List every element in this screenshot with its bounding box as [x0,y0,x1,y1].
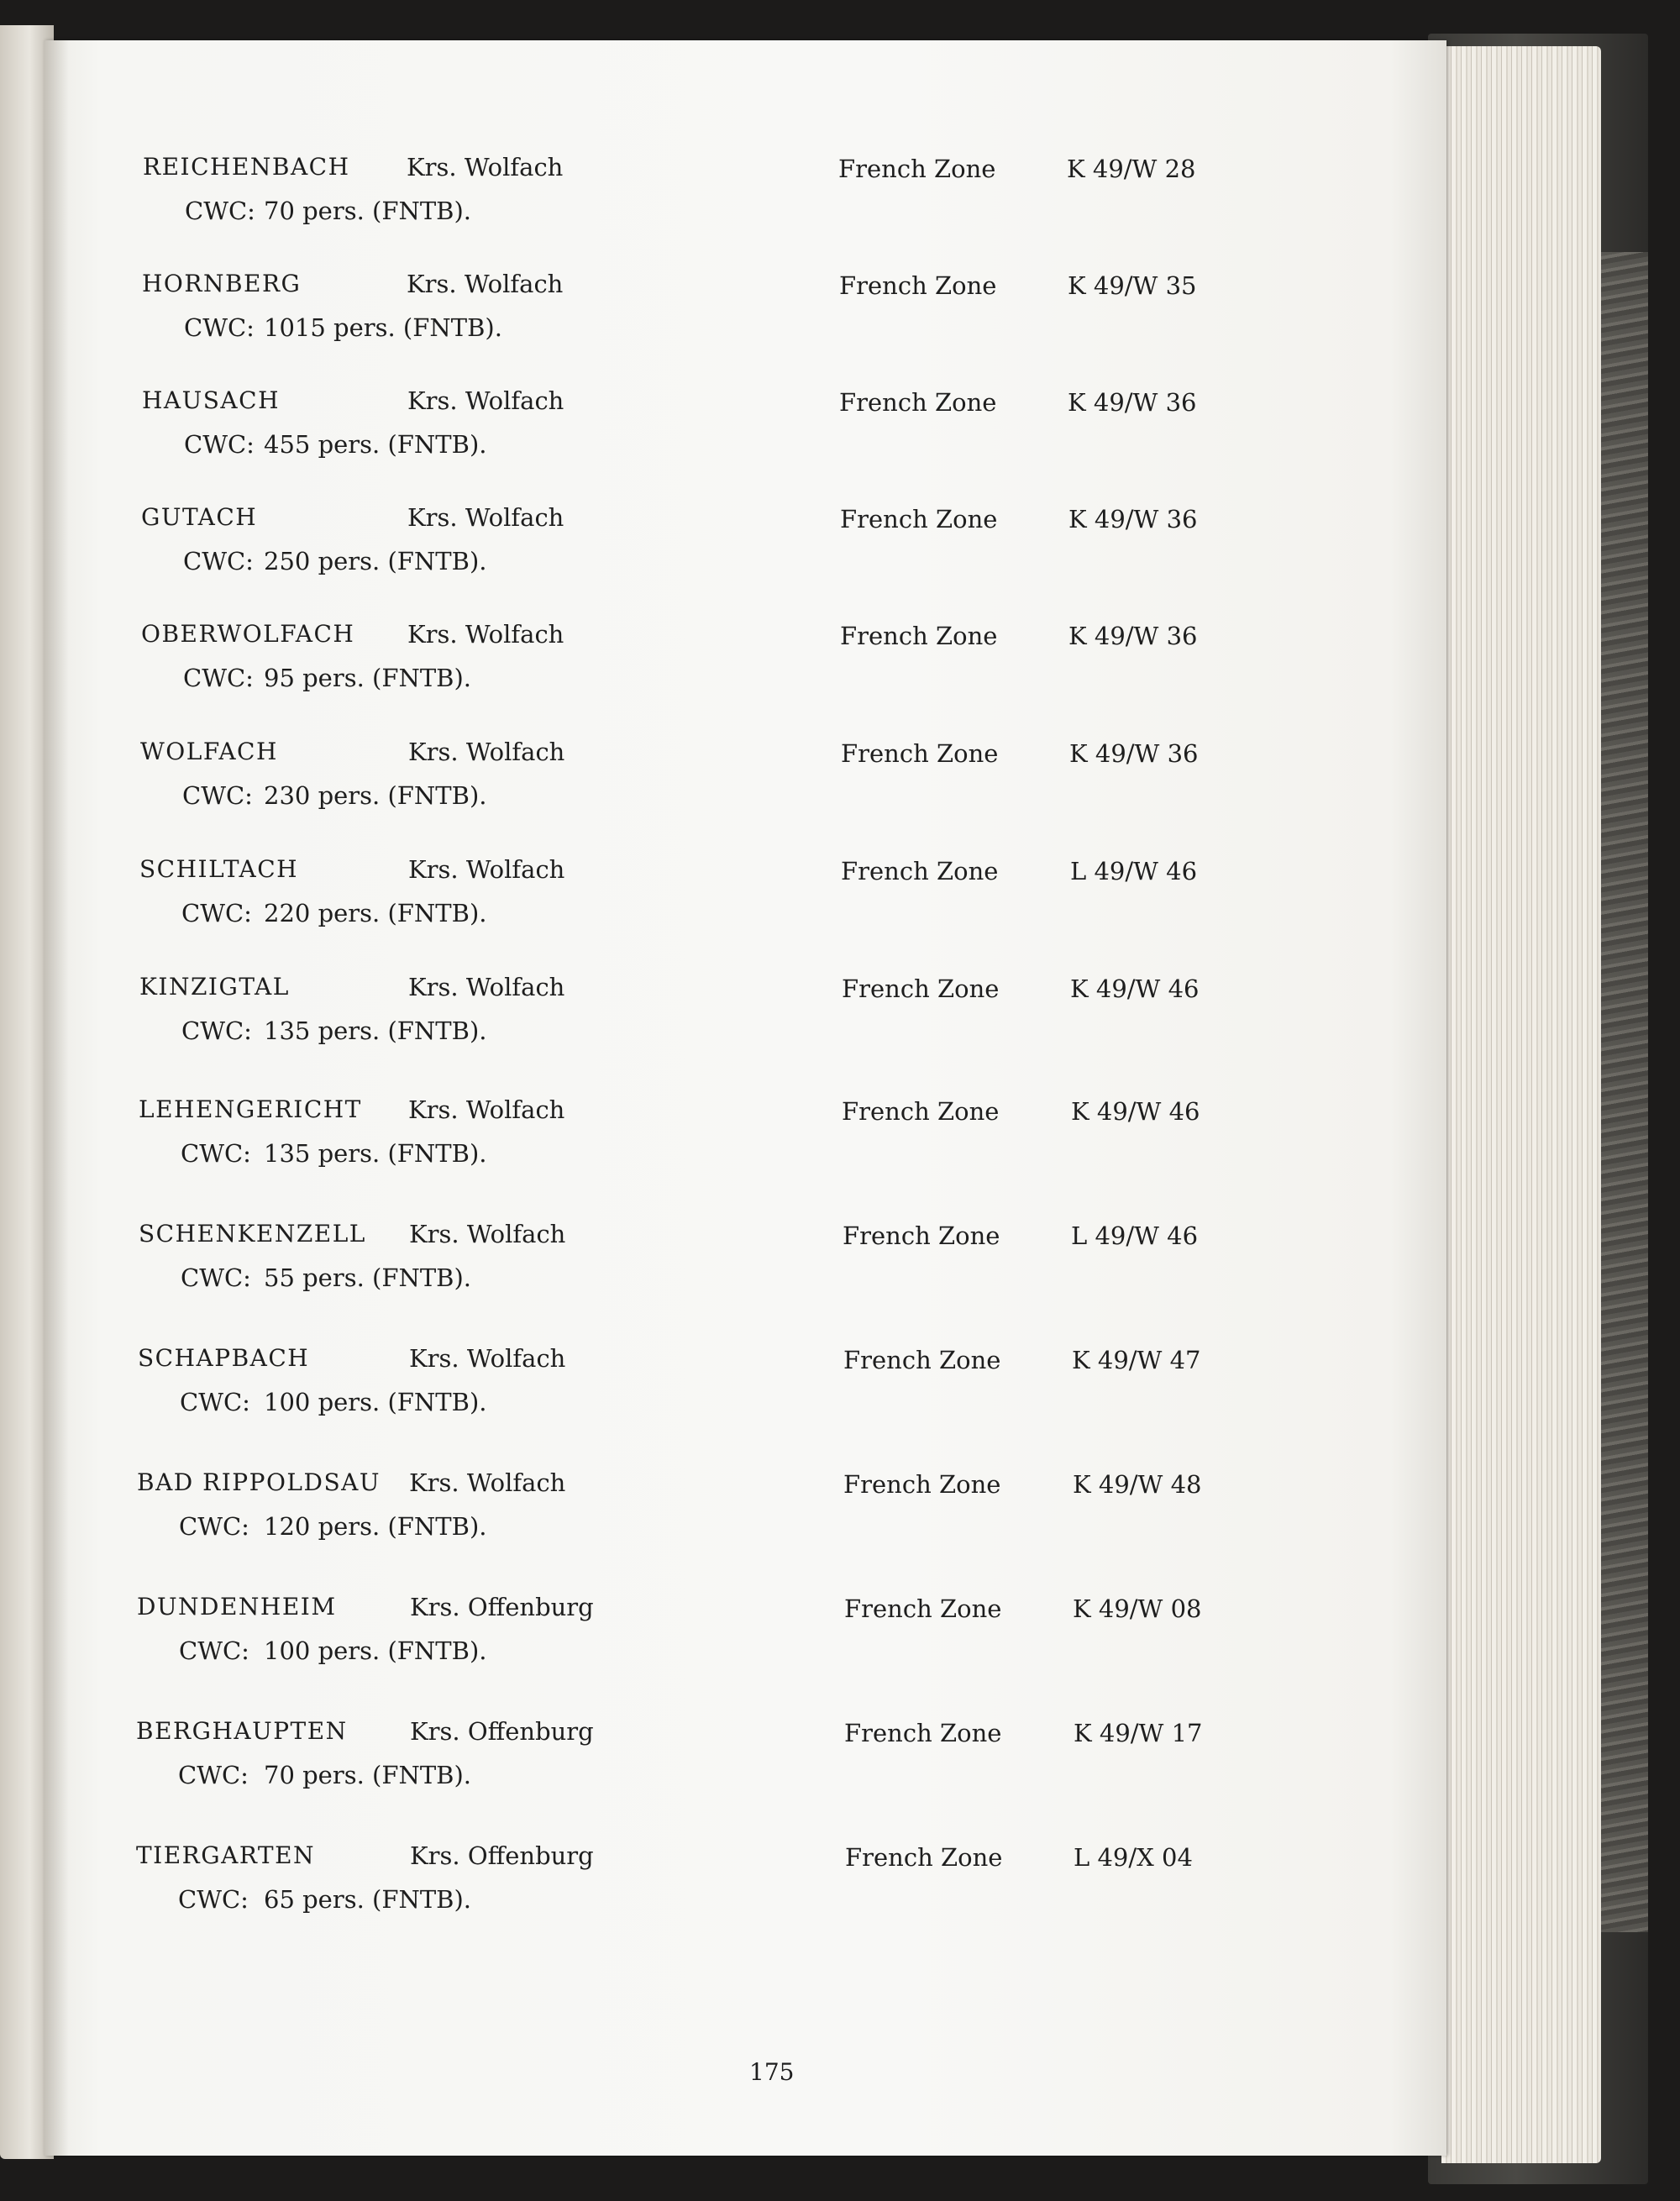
grid-reference: K 49/W 36 [1068,388,1197,417]
place-name: REICHENBACH [143,153,350,181]
cwc-value: 65 pers. (FNTB). [264,1885,472,1914]
district-name: Krs. Wolfach [407,386,564,415]
zone-name: French Zone [842,974,1000,1003]
cwc-label: CWC: [178,1761,249,1789]
cwc-value: 120 pers. (FNTB). [264,1512,487,1541]
list-item [44,973,1446,1090]
district-name: Krs. Wolfach [409,1468,566,1497]
list-item [44,1841,1446,1959]
grid-reference: L 49/W 46 [1071,1221,1199,1250]
list-item [44,1468,1446,1586]
zone-name: French Zone [838,155,996,183]
zone-name: French Zone [841,857,999,885]
zone-name: French Zone [843,1470,1001,1499]
grid-reference: K 49/W 28 [1067,155,1196,183]
district-name: Krs. Wolfach [407,503,564,532]
place-name: WOLFACH [140,738,278,765]
district-name: Krs. Wolfach [409,1344,566,1373]
grid-reference: K 49/W 47 [1072,1346,1201,1374]
zone-name: French Zone [842,1097,1000,1126]
cwc-label: CWC: [183,547,254,575]
zone-name: French Zone [844,1594,1002,1623]
grid-reference: L 49/W 46 [1070,857,1198,885]
place-name: DUNDENHEIM [137,1593,337,1621]
cwc-value: 70 pers. (FNTB). [264,197,472,225]
district-name: Krs. Wolfach [409,1220,566,1248]
list-item [44,1344,1446,1462]
grid-reference: L 49/X 04 [1074,1843,1193,1872]
list-item [44,1717,1446,1835]
place-name: BERGHAUPTEN [136,1717,348,1745]
zone-name: French Zone [840,622,998,650]
cwc-label: CWC: [184,430,255,459]
page-number: 175 [749,2058,795,2086]
district-name: Krs. Wolfach [408,855,565,884]
grid-reference: K 49/W 36 [1068,505,1198,533]
grid-reference: K 49/W 17 [1074,1719,1203,1747]
cwc-label: CWC: [184,313,255,342]
list-item [44,1220,1446,1337]
list-item [44,1593,1446,1710]
place-name: BAD RIPPOLDSAU [137,1468,381,1496]
cwc-value: 250 pers. (FNTB). [264,547,487,575]
district-name: Krs. Wolfach [408,973,565,1001]
place-name: SCHILTACH [139,855,299,883]
cwc-label: CWC: [179,1512,249,1541]
cwc-label: CWC: [182,781,253,810]
cwc-label: CWC: [180,1388,250,1416]
cwc-value: 230 pers. (FNTB). [264,781,487,810]
district-name: Krs. Offenburg [410,1717,594,1746]
cwc-value: 100 pers. (FNTB). [264,1388,487,1416]
page-edges [1441,46,1601,2163]
district-name: Krs. Wolfach [407,153,564,181]
grid-reference: K 49/W 46 [1071,1097,1200,1126]
list-item [44,270,1446,387]
cwc-label: CWC: [181,1263,251,1292]
grid-reference: K 49/W 46 [1070,974,1200,1003]
cover-texture [1596,252,1648,1932]
zone-name: French Zone [839,271,997,300]
place-name: KINZIGTAL [139,973,290,1001]
cwc-value: 55 pers. (FNTB). [264,1263,472,1292]
district-name: Krs. Wolfach [407,270,564,298]
district-name: Krs. Offenburg [410,1841,594,1870]
list-item [44,503,1446,621]
cwc-value: 1015 pers. (FNTB). [264,313,502,342]
cwc-label: CWC: [181,1139,251,1168]
place-name: LEHENGERICHT [139,1095,362,1123]
list-item [44,386,1446,504]
list-item [44,1095,1446,1213]
grid-reference: K 49/W 36 [1069,739,1199,768]
cwc-label: CWC: [185,197,255,225]
list-item [44,738,1446,855]
grid-reference: K 49/W 08 [1073,1594,1202,1623]
grid-reference: K 49/W 35 [1068,271,1197,300]
district-name: Krs. Wolfach [407,620,564,649]
district-name: Krs. Offenburg [410,1593,594,1621]
zone-name: French Zone [841,739,999,768]
list-item [44,153,1446,271]
book-page [44,40,1446,2156]
zone-name: French Zone [839,388,997,417]
place-name: HAUSACH [142,386,280,414]
place-name: SCHAPBACH [138,1344,310,1372]
district-name: Krs. Wolfach [408,1095,565,1124]
cwc-label: CWC: [179,1636,249,1665]
zone-name: French Zone [844,1719,1002,1747]
cwc-value: 100 pers. (FNTB). [264,1636,487,1665]
cwc-value: 70 pers. (FNTB). [264,1761,472,1789]
grid-reference: K 49/W 36 [1068,622,1198,650]
cwc-value: 135 pers. (FNTB). [264,1016,487,1045]
place-name: TIERGARTEN [136,1841,316,1869]
zone-name: French Zone [845,1843,1003,1872]
cwc-label: CWC: [178,1885,249,1914]
cwc-value: 95 pers. (FNTB). [264,664,472,692]
place-name: GUTACH [141,503,258,531]
place-name: OBERWOLFACH [141,620,355,648]
cwc-value: 455 pers. (FNTB). [264,430,487,459]
place-name: SCHENKENZELL [139,1220,366,1248]
cwc-label: CWC: [181,899,252,927]
zone-name: French Zone [843,1221,1000,1250]
place-name: HORNBERG [142,270,302,297]
district-name: Krs. Wolfach [408,738,565,766]
zone-name: French Zone [843,1346,1001,1374]
list-item [44,855,1446,973]
cwc-value: 135 pers. (FNTB). [264,1139,487,1168]
grid-reference: K 49/W 48 [1073,1470,1202,1499]
list-item [44,620,1446,738]
cwc-value: 220 pers. (FNTB). [264,899,487,927]
spine-shadow [44,40,69,2156]
cwc-label: CWC: [183,664,254,692]
zone-name: French Zone [840,505,998,533]
cwc-label: CWC: [181,1016,252,1045]
